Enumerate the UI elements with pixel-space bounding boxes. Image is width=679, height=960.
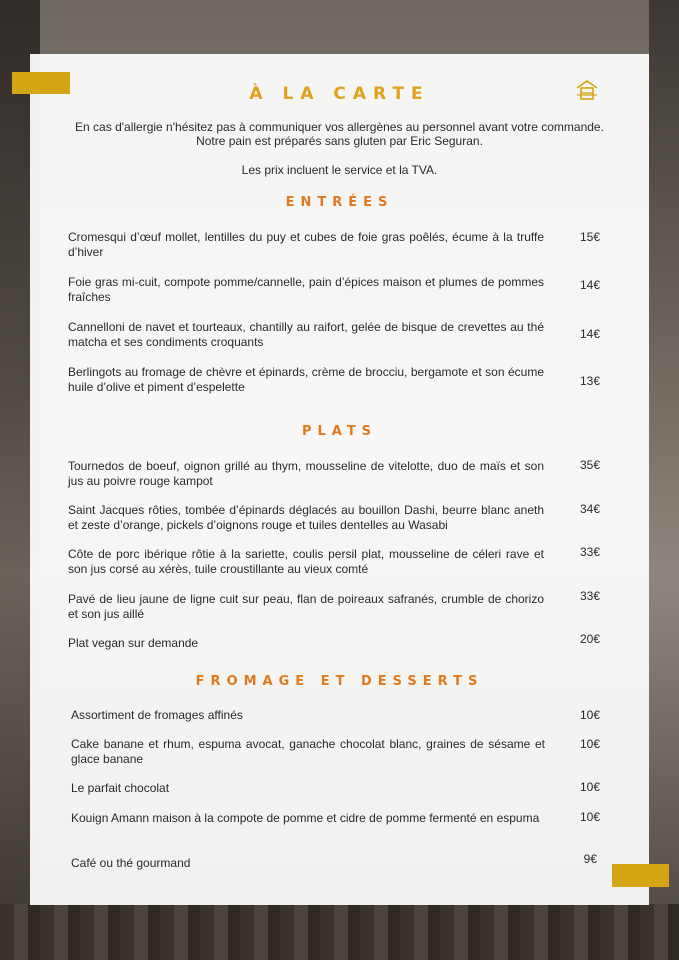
menu-item-price: 14€ [579, 327, 600, 341]
menu-item: Kouign Amann maison à la compote de pomme et cidre de pomme fermenté en espuma [71, 811, 540, 825]
bread-notice: Notre pain est préparés sans gluten par Eric Seguran. [196, 134, 483, 148]
menu-item: Plat vegan sur demande [68, 636, 199, 650]
menu-item-price: 34€ [579, 502, 600, 516]
page-title: À LA CARTE [249, 84, 430, 104]
menu-item-price: 10€ [579, 810, 600, 824]
menu-item-price: 15€ [579, 230, 600, 244]
menu-item-price: 13€ [579, 374, 600, 388]
menu-item-price: 10€ [579, 737, 600, 751]
menu-item-price: 20€ [579, 632, 600, 646]
menu-item: Assortiment de fromages affinés [71, 708, 243, 722]
menu-item: Café ou thé gourmand [71, 856, 191, 870]
menu-item: Foie gras mi-cuit, compote pomme/cannelle, pain d’épices maison et plumes de pommes fraîches [68, 275, 544, 304]
menu-item: Cannelloni de navet et tourteaux, chantilly au raifort, gelée de bisque de crevettes au thé matcha et ses condiments croquants [68, 320, 544, 349]
menu-item-price: 9€ [583, 852, 597, 866]
section-heading-entrees: ENTRÉES [285, 195, 394, 210]
background-photo-right [649, 0, 679, 960]
menu-item-price: 10€ [579, 708, 600, 722]
menu-item-price: 10€ [579, 780, 600, 794]
menu-item-price: 14€ [579, 278, 600, 292]
menu-item-price: 35€ [579, 458, 600, 472]
menu-item: Tournedos de boeuf, oignon grillé au thym, mousseline de vitelotte, duo de maïs et son jus au poivre rouge kampot [68, 459, 544, 488]
allergy-notice: En cas d'allergie n'hésitez pas à communiquer vos allergènes au personnel avant votre commande. [75, 120, 604, 134]
background-photo-bottom [0, 904, 679, 960]
menu-item: Côte de porc ibérique rôtie à la sariette, coulis persil plat, mousseline de céleri rave et son jus corsé au xérès, tuile croustillante au vieux comté [68, 547, 544, 576]
section-heading-desserts: FROMAGE ET DESSERTS [195, 674, 484, 689]
menu-item: Cromesqui d’œuf mollet, lentilles du puy et cubes de foie gras poêlés, écume à la truffe d’hiver [68, 230, 544, 259]
menu-item: Saint Jacques rôties, tombée d’épinards déglacés au bouillon Dashi, beurre blanc aneth et zeste d’orange, pickels d’oignons rouge et tuiles dentelles au Wasabi [68, 503, 544, 532]
menu-item-price: 33€ [579, 545, 600, 559]
menu-item-price: 33€ [579, 589, 600, 603]
menu-item: Cake banane et rhum, espuma avocat, ganache chocolat blanc, graines de sésame et glace banane [71, 737, 545, 766]
menu-item: Le parfait chocolat [71, 781, 170, 795]
gold-accent-bottom-right [612, 864, 669, 887]
price-notice: Les prix incluent le service et la TVA. [241, 163, 438, 177]
menu-item: Berlingots au fromage de chèvre et épinards, crème de brocciu, bergamote et son écume huile d’olive et piment d’espelette [68, 365, 544, 394]
section-heading-plats: PLATS [301, 424, 378, 439]
menu-item: Pavé de lieu jaune de ligne cuit sur peau, flan de poireaux safranés, crumble de chorizo et son jus aillé [68, 592, 544, 621]
